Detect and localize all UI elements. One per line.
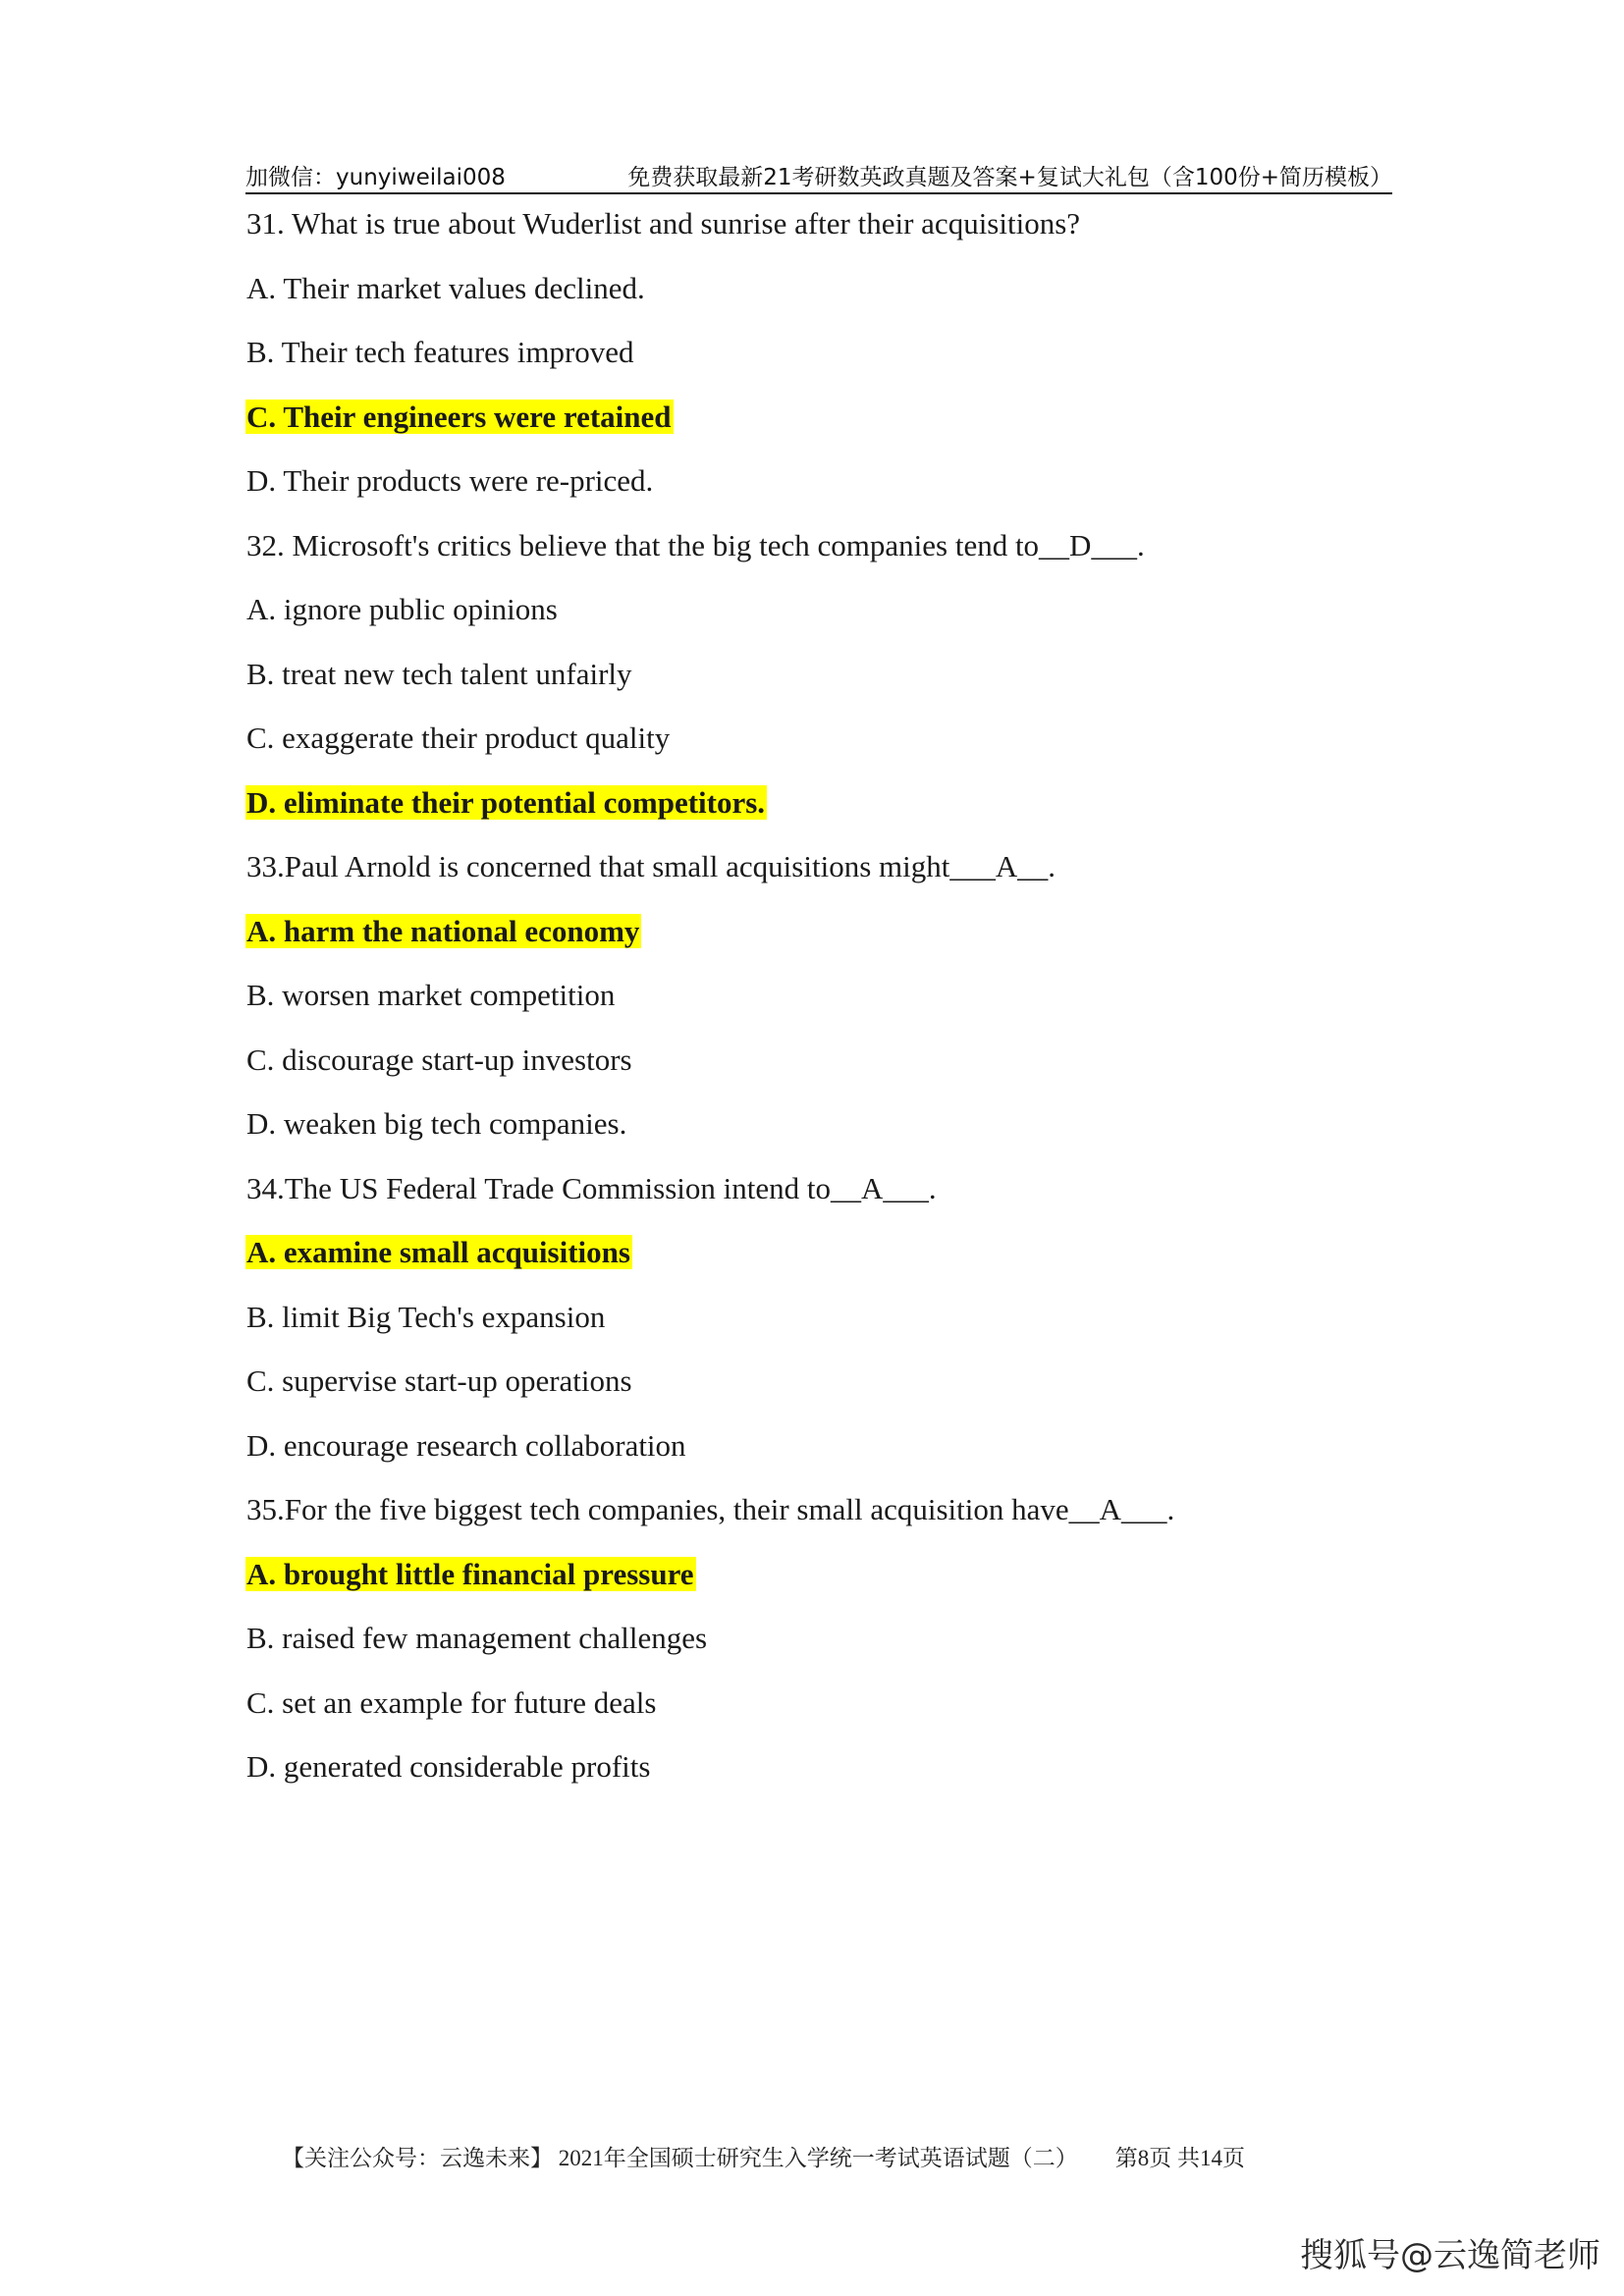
line-text: C. exaggerate their product quality: [246, 721, 671, 755]
line-text: B. limit Big Tech's expansion: [246, 1299, 606, 1334]
page-header: [245, 155, 1392, 194]
line-text: D. generated considerable profits: [246, 1749, 651, 1784]
line-text: B. raised few management challenges: [246, 1621, 708, 1655]
line-text: A. examine small acquisitions: [246, 1235, 630, 1269]
question-line: [246, 1042, 1385, 1078]
line-text: A. harm the national economy: [246, 913, 640, 948]
line-text: B. Their tech features improved: [246, 335, 634, 369]
line-text: A. ignore public opinions: [246, 592, 558, 626]
line-text: A. Their market values declined.: [246, 270, 645, 305]
answer-line-highlighted: [246, 400, 1385, 435]
question-line: [246, 657, 1385, 692]
question-line: [246, 1685, 1385, 1721]
question-line: [246, 849, 1385, 884]
line-text: D. encourage research collaboration: [246, 1427, 686, 1463]
header-wechat-contact: 加微信：yunyiweilai008: [245, 165, 506, 190]
page-footer: [282, 2140, 1362, 2172]
question-line: [246, 1106, 1385, 1142]
line-text: 34.The US Federal Trade Commission intend to__A___.: [246, 1170, 937, 1205]
question-line: [246, 528, 1385, 563]
line-text: B. worsen market competition: [246, 978, 616, 1012]
question-line: [246, 463, 1385, 499]
line-text: C. discourage start-up investors: [246, 1041, 632, 1077]
header-promo: 免费获取最新21考研数英政真题及答案+复试大礼包（含100份+简历模板）: [627, 165, 1392, 190]
line-text: A. brought little financial pressure: [246, 1556, 694, 1591]
question-line: [246, 1621, 1385, 1656]
question-list: [246, 206, 1385, 1814]
question-line: [246, 1171, 1385, 1206]
line-text: C. set an example for future deals: [246, 1684, 657, 1720]
question-line: [246, 1363, 1385, 1399]
footer-page-number: 第8页 共14页: [1114, 2146, 1245, 2170]
line-text: D. Their products were re-priced.: [246, 463, 654, 498]
question-line: [246, 1492, 1385, 1527]
line-text: D. eliminate their potential competitors.: [246, 784, 766, 820]
line-text: C. Their engineers were retained: [246, 399, 672, 434]
line-text: C. supervise start-up operations: [246, 1363, 632, 1398]
question-line: [246, 1428, 1385, 1464]
question-line: [246, 978, 1385, 1013]
answer-line-highlighted: [246, 785, 1385, 821]
question-line: [246, 721, 1385, 756]
answer-line-highlighted: [246, 1235, 1385, 1270]
line-text: 33.Paul Arnold is concerned that small acquisitions might___A__.: [246, 849, 1056, 883]
question-line: [246, 335, 1385, 370]
line-text: 35.For the five biggest tech companies, their small acquisition have__A___.: [246, 1492, 1175, 1526]
line-text: 31. What is true about Wuderlist and sunrise after their acquisitions?: [246, 206, 1081, 240]
footer-title: 【关注公众号：云逸未来】 2021年全国硕士研究生入学统一考试英语试题（二）: [282, 2146, 1078, 2170]
line-text: B. treat new tech talent unfairly: [246, 656, 632, 691]
line-text: D. weaken big tech companies.: [246, 1106, 627, 1141]
question-line: [246, 1749, 1385, 1785]
watermark: 搜狐号@云逸简老师: [1300, 2236, 1600, 2275]
question-line: [246, 592, 1385, 627]
question-line: [246, 206, 1385, 241]
line-text: 32. Microsoft's critics believe that the big tech companies tend to__D___.: [246, 527, 1145, 562]
answer-line-highlighted: [246, 914, 1385, 949]
question-line: [246, 271, 1385, 306]
question-line: [246, 1300, 1385, 1335]
answer-line-highlighted: [246, 1557, 1385, 1592]
